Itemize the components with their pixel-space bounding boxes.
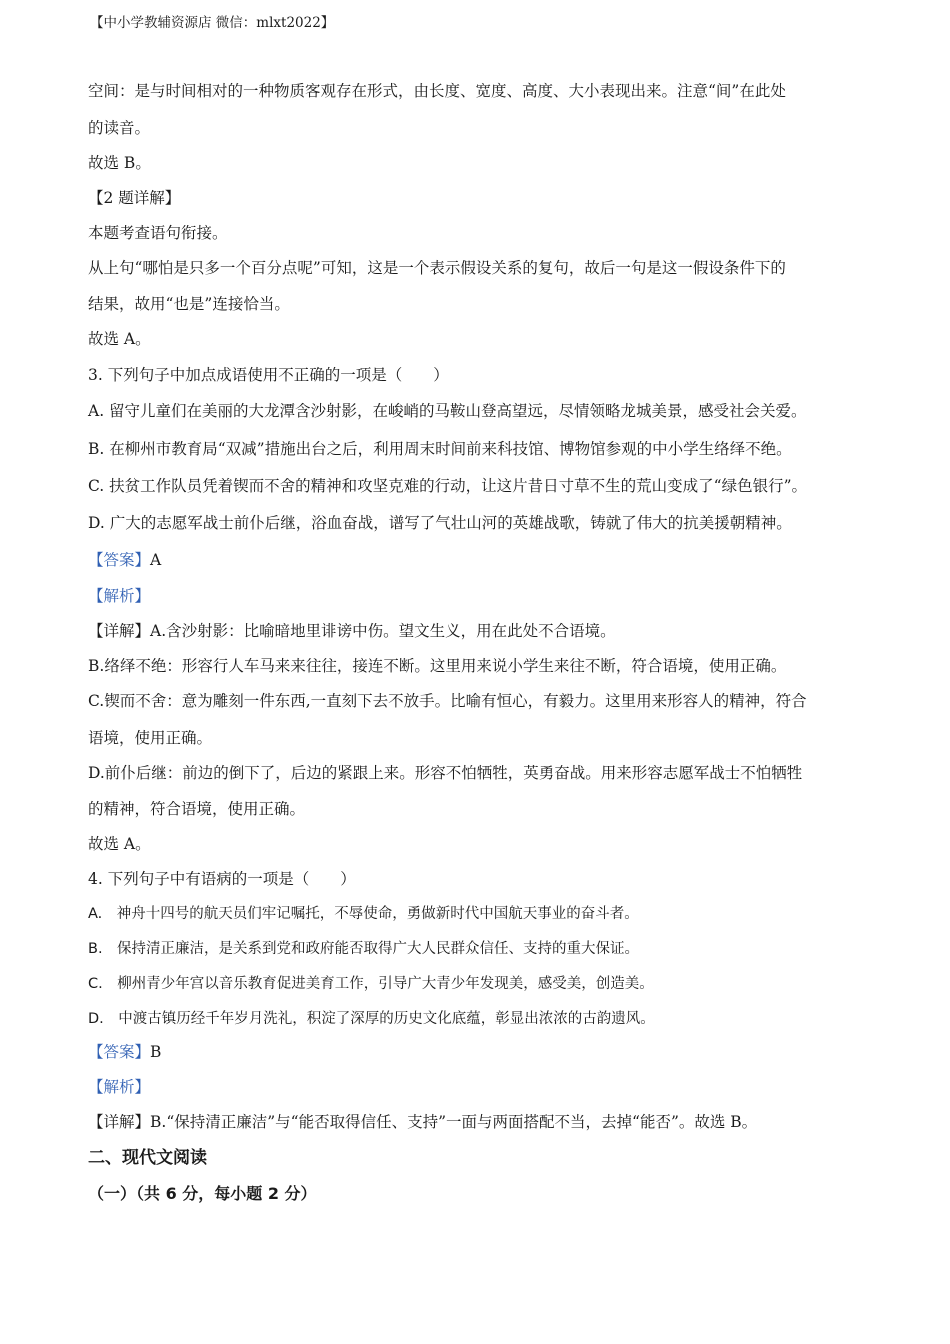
paragraph-line: 空间：是与时间相对的一种物质客观存在形式，由长度、宽度、高度、大小表现出来。注意“间”在此处 (88, 82, 786, 100)
explanation-line: D.前仆后继：前边的倒下了，后边的紧跟上来。形容不怕牺牲，英勇奋战。用来形容志愿军战士不怕牺牲 (88, 764, 803, 782)
section-heading: 二、现代文阅读 (88, 1148, 207, 1168)
analysis-tag: 【解析】 (88, 1078, 151, 1096)
explanation-line: 【详解】B.“保持清正廉洁”与“能否取得信任、支持”一面与两面搭配不当，去掉“能否”。故选 B。 (88, 1113, 758, 1131)
answer-line-4 (88, 1041, 890, 1063)
section-label: 【2 题详解】 (88, 189, 181, 207)
explanation-line: C.锲而不舍：意为雕刻一件东西,一直刻下去不放手。比喻有恒心，有毅力。这里用来形容人的精神，符合 (88, 692, 807, 710)
question-4-stem: 4. 下列句子中有语病的一项是（ ） (88, 870, 356, 888)
explanation-line: 的精神，符合语境，使用正确。 (88, 800, 306, 818)
explanation-line: B.络绎不绝：形容行人车马来来往往，接连不断。这里用来说小学生来往不断，符合语境，使用正确。 (88, 657, 787, 675)
paragraph-line: 本题考查语句衔接。 (88, 224, 228, 242)
conclusion-line: 故选 A。 (88, 330, 151, 348)
question-4-option-a: A. 神舟十四号的航天员们牢记嘱托，不辱使命，勇做新时代中国航天事业的奋斗者。 (88, 906, 639, 922)
paragraph-line: 从上句“哪怕是只多一个百分点呢”可知，这是一个表示假设关系的复句，故后一句是这一假设条件下的 (88, 259, 786, 277)
question-4-option-d: D. 中渡古镇历经千年岁月洗礼，积淀了深厚的历史文化底蕴，彰显出浓浓的古韵遗风。 (88, 1011, 655, 1027)
conclusion-line: 故选 A。 (88, 835, 151, 853)
question-3-option-a: A. 留守儿童们在美丽的大龙潭含沙射影，在峻峭的马鞍山登高望远，尽情领略龙城美景，感受社会关爱。 (88, 402, 807, 420)
answer-line-3 (88, 549, 890, 571)
conclusion-line: 故选 B。 (88, 154, 151, 172)
question-3-stem: 3. 下列句子中加点成语使用不正确的一项是（ ） (88, 366, 449, 384)
answer-tag: 【答案】 (88, 1043, 151, 1061)
question-3-option-c: C. 扶贫工作队员凭着锲而不舍的精神和攻坚克难的行动，让这片昔日寸草不生的荒山变成了“绿色银行”。 (88, 477, 808, 495)
subsection-heading: （一）（共 6 分，每小题 2 分） (88, 1184, 317, 1203)
header-watermark: 【中小学教辅资源店 微信：mlxt2022】 (90, 15, 335, 31)
explanation-line: 【详解】A.含沙射影：比喻暗地里诽谤中伤。望文生义，用在此处不合语境。 (88, 622, 616, 640)
answer-tag: 【答案】 (88, 551, 151, 569)
question-4-option-c: C. 柳州青少年宫以音乐教育促进美育工作，引导广大青少年发现美，感受美，创造美。 (88, 976, 654, 992)
answer-value: A (150, 551, 162, 569)
paragraph-line: 的读音。 (88, 119, 151, 137)
question-4-option-b: B. 保持清正廉洁，是关系到党和政府能否取得广大人民群众信任、支持的重大保证。 (88, 941, 640, 957)
analysis-tag: 【解析】 (88, 587, 151, 605)
paragraph-line: 结果，故用“也是”连接恰当。 (88, 295, 290, 313)
explanation-line: 语境，使用正确。 (88, 729, 213, 747)
question-3-option-d: D. 广大的志愿军战士前仆后继，浴血奋战，谱写了气壮山河的英雄战歌，铸就了伟大的抗美援朝精神。 (88, 514, 792, 532)
question-3-option-b: B. 在柳州市教育局“双减”措施出台之后，利用周末时间前来科技馆、博物馆参观的中小学生络绎不绝。 (88, 440, 792, 458)
answer-value: B (150, 1043, 162, 1061)
